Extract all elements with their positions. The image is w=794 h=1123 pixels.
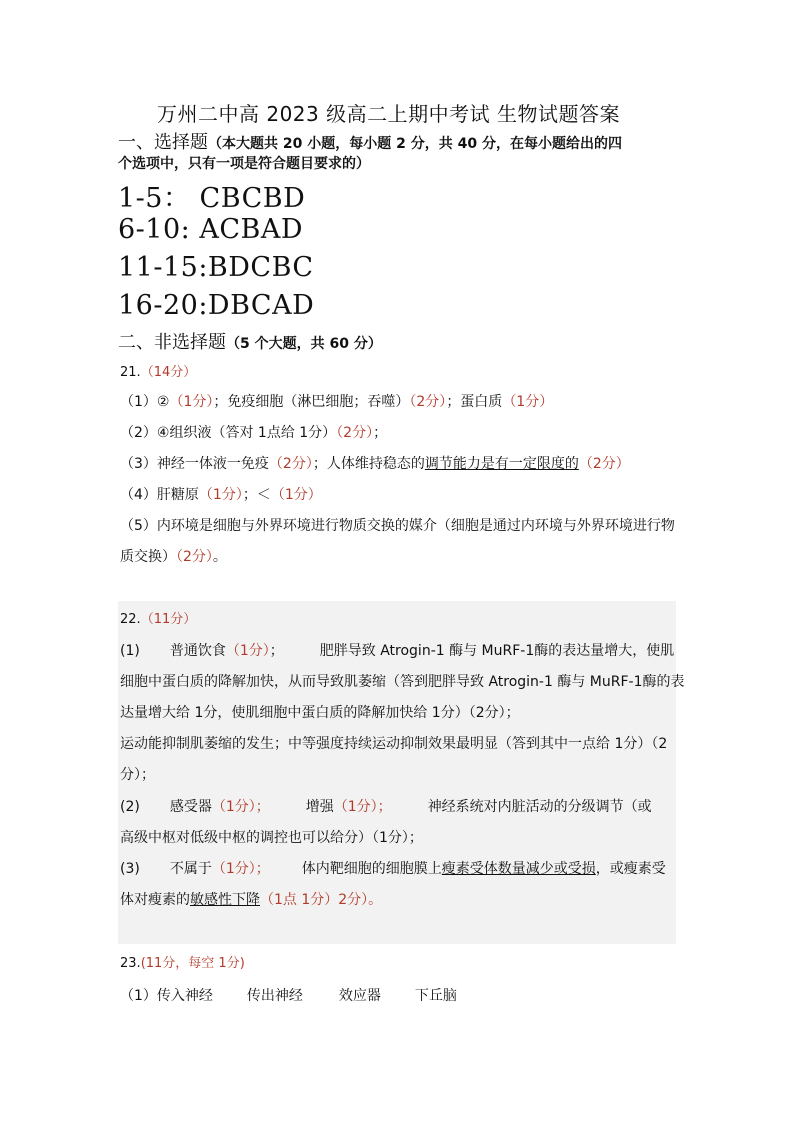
blank-answer: （1）传入神经 xyxy=(120,988,213,1004)
text: 。 xyxy=(212,549,227,565)
q21-line-5: （5）内环境是细胞与外界环境进行物质交换的媒介（细胞是通过内环境与外界环境进行物 xyxy=(120,518,675,534)
q21-line-1 xyxy=(120,391,553,411)
q22-line-9 xyxy=(120,889,382,909)
q22-line-2: 细胞中蛋白质的降解加快，从而导致肌萎缩（答到肥胖导致 Atrogin-1 酶与 MuRF-1酶的表 xyxy=(120,674,685,690)
page-title: 万州二中高 2023 级高二上期中考试 生物试题答案 xyxy=(157,102,620,126)
section-open-heading xyxy=(118,328,382,354)
underlined-text: 调节能力是有一定限度的 xyxy=(424,456,579,472)
underlined-text: 敏感性下降 xyxy=(190,892,260,908)
section-choice-note: （本大题共 20 小题，每小题 2 分，共 40 分，在每小题给出的四 xyxy=(208,136,622,152)
score: （2分） xyxy=(176,549,213,565)
text: (1) xyxy=(120,643,140,659)
q21-score: （14分） xyxy=(140,365,197,380)
answer-row-3: 11-15:BDCBC xyxy=(118,252,314,283)
q22-line-5: 分）； xyxy=(120,767,155,783)
section-choice-heading xyxy=(118,128,622,154)
q23-number: 23. xyxy=(120,956,141,971)
text: (3) xyxy=(120,861,140,877)
q21-line-4 xyxy=(120,484,322,504)
text: 不属于 xyxy=(169,861,212,877)
score: （1分） xyxy=(198,487,243,503)
q22-line-1 xyxy=(120,640,674,660)
score: （1分） xyxy=(169,394,214,410)
score: （2分） xyxy=(409,394,447,410)
q23-line-1 xyxy=(120,985,457,1005)
text: （2）④组织液（答对 1点给 1分） xyxy=(120,425,337,441)
text: 普通饮食 xyxy=(169,643,226,659)
q22-line-4: 运动能抑制肌萎缩的发生；中等强度持续运动抑制效果最明显（答到其中一点给 1分）（2 xyxy=(120,736,668,752)
text: ； xyxy=(373,425,388,441)
text: 神经系统对内脏活动的分级调节（或 xyxy=(427,799,652,815)
q22-line-7: 高级中枢对低级中枢的调控也可以给分）（1分）； xyxy=(120,830,423,846)
score: （1分）； xyxy=(211,799,270,815)
section-choice-note-cont: 个选项中，只有一项是符合题目要求的） xyxy=(118,156,370,172)
score: （1分） xyxy=(225,643,270,659)
text: ，或瘦素受 xyxy=(595,861,666,877)
text: ；蛋白质 xyxy=(446,394,503,410)
q22-line-3: 达量增大给 1分，使肌细胞中蛋白质的降解加快给 1分）（2分）； xyxy=(120,705,520,721)
q22-heading xyxy=(120,608,196,627)
answer-row-2: 6-10: ACBAD xyxy=(118,214,303,245)
answer-row-1: 1-5： CBCBD xyxy=(118,183,306,214)
section-choice-title: 一、选择题 xyxy=(118,132,208,153)
section-open-note: （5 个大题，共 60 分） xyxy=(226,336,382,352)
text: 增强 xyxy=(305,799,334,815)
blank-answer: 下丘脑 xyxy=(414,988,457,1004)
q21-line-5-cont xyxy=(120,546,227,566)
q21-number: 21. xyxy=(120,365,141,380)
answer-row-4: 16-20:DBCAD xyxy=(118,290,315,321)
text: ；免疫细胞（淋巴细胞；吞噬） xyxy=(213,394,410,410)
q23-heading xyxy=(120,952,245,971)
q22-number: 22. xyxy=(120,612,141,627)
q21-line-2 xyxy=(120,422,387,442)
score: （2分） xyxy=(336,425,374,441)
section-open-title: 二、非选择题 xyxy=(118,332,226,353)
text: (2) xyxy=(120,799,140,815)
text: 质交换） xyxy=(120,549,176,565)
score: （1分） xyxy=(502,394,554,410)
text: （1）② xyxy=(120,394,170,410)
q22-line-8 xyxy=(120,858,666,878)
blank-answer: 效应器 xyxy=(338,988,381,1004)
q23-score: (11分，每空 1分) xyxy=(140,956,245,971)
score: （1分） xyxy=(270,487,322,503)
text: （4）肝糖原 xyxy=(120,487,199,503)
text: （3）神经一体液一免疫 xyxy=(120,456,269,472)
score: （1分）； xyxy=(333,799,392,815)
text: 体对瘦素的 xyxy=(120,892,190,908)
score: （1点 1分）2分）。 xyxy=(260,892,383,908)
score: （2分） xyxy=(578,456,630,472)
underlined-text: 瘦素受体数量减少或受损 xyxy=(441,861,596,877)
text: 肥胖导致 Atrogin-1 酶与 MuRF-1酶的表达量增大，使肌 xyxy=(319,643,675,659)
text: 体内靶细胞的细胞膜上 xyxy=(301,861,442,877)
text: ；＜ xyxy=(242,487,271,503)
score: （1分）； xyxy=(211,861,270,877)
q22-score: （11分） xyxy=(140,612,197,627)
text: 感受器 xyxy=(169,799,212,815)
text: ； xyxy=(269,643,284,659)
text: ；人体维持稳态的 xyxy=(312,456,425,472)
score: （2分） xyxy=(268,456,313,472)
blank-answer: 传出神经 xyxy=(246,988,303,1004)
q22-line-6 xyxy=(120,796,652,816)
q21-heading xyxy=(120,361,196,380)
q21-line-3 xyxy=(120,453,630,473)
